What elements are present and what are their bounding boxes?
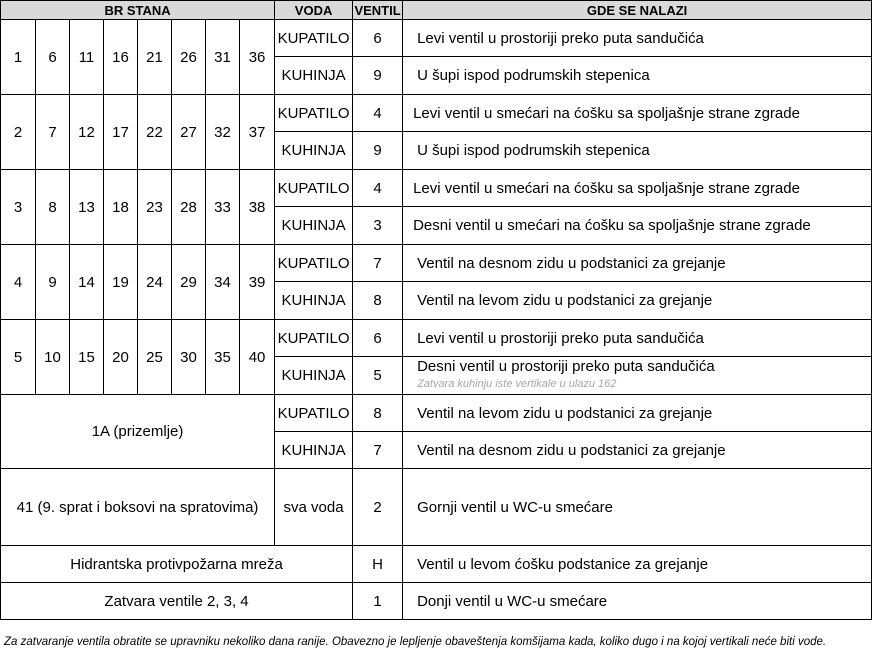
zatvara-label: Zatvara ventile 2, 3, 4: [1, 583, 353, 620]
apartment-label: 41 (9. sprat i boksovi na spratovima): [1, 469, 275, 546]
valve-number: 9: [353, 132, 403, 170]
valve-location-text: U šupi ispod podrumskih stepenica: [417, 142, 650, 159]
apartment-number: 27: [172, 95, 206, 170]
water-type: KUPATILO: [275, 20, 353, 57]
valve-number: H: [353, 546, 403, 583]
apartment-number: 29: [172, 245, 206, 320]
apartment-number: 39: [240, 245, 275, 320]
apartment-number: 33: [206, 170, 240, 245]
apartment-number: 28: [172, 170, 206, 245]
apartment-number: 36: [240, 20, 275, 95]
apartment-number: 38: [240, 170, 275, 245]
valve-location-text: Levi ventil u prostoriji preko puta sandučića: [417, 29, 704, 47]
apartment-number: 8: [36, 170, 70, 245]
apartment-number: 23: [138, 170, 172, 245]
valve-location-note: Zatvara kuhinju iste vertikale u ulazu 162: [417, 378, 617, 390]
apartment-label: 1A (prizemlje): [1, 395, 275, 469]
valve-location-text: Ventil u levom ćošku podstanice za grejanje: [417, 555, 709, 573]
valve-location-text: Ventil na levom zidu u podstanici za grejanje: [417, 404, 713, 422]
apartment-number: 40: [240, 320, 275, 395]
footer-note: Za zatvaranje ventila obratite se upravniku nekoliko dana ranije. Obavezno je lepljenje obaveštenja komšijama kada, koliko dugo i na kojoj vertikali neće biti vode.: [4, 636, 827, 648]
valve-number: 6: [353, 320, 403, 357]
header-ventil: VENTIL: [354, 2, 401, 18]
valve-location: [403, 583, 872, 620]
header-br-stana: BR STANA: [1, 1, 275, 20]
apartment-number: 13: [70, 170, 104, 245]
apartment-number: 2: [1, 95, 36, 170]
valve-location: [403, 170, 872, 207]
apartment-number: 18: [104, 170, 138, 245]
valve-location: [403, 95, 872, 132]
valve-location: [403, 207, 872, 245]
valve-location-text: Gornji ventil u WC-u smećare: [417, 498, 613, 516]
table-row: [1, 20, 872, 57]
valve-number: 2: [353, 469, 403, 546]
valve-location: [403, 245, 872, 282]
apartment-number: 9: [36, 245, 70, 320]
table-row: [1, 95, 872, 132]
water-type: KUHINJA: [275, 132, 353, 170]
apartment-number: 6: [36, 20, 70, 95]
apartment-number: 14: [70, 245, 104, 320]
water-type: KUHINJA: [275, 357, 353, 395]
valve-location-text: Ventil na levom zidu u podstanici za grejanje: [417, 292, 713, 309]
apartment-number: 12: [70, 95, 104, 170]
valve-number: 7: [353, 245, 403, 282]
water-type: KUPATILO: [275, 95, 353, 132]
apartment-number: 19: [104, 245, 138, 320]
apartment-number: 1: [1, 20, 36, 95]
valve-location-text: Levi ventil u prostoriji preko puta sandučića: [417, 329, 704, 347]
water-type: KUHINJA: [275, 282, 353, 320]
water-type: KUPATILO: [275, 395, 353, 432]
table-row: [1, 170, 872, 207]
apartment-number: 15: [70, 320, 104, 395]
apartment-number: 10: [36, 320, 70, 395]
water-type: KUPATILO: [275, 245, 353, 282]
valve-location: [403, 320, 872, 357]
water-type: KUPATILO: [275, 320, 353, 357]
water-type: KUPATILO: [275, 170, 353, 207]
water-type: KUHINJA: [275, 432, 353, 469]
valve-location: [403, 282, 872, 320]
apartment-number: 37: [240, 95, 275, 170]
valve-number: 5: [353, 357, 403, 395]
valve-number: 4: [353, 95, 403, 132]
valve-location-text: Ventil na desnom zidu u podstanici za grejanje: [417, 441, 726, 459]
header-gde: GDE SE NALAZI: [403, 1, 872, 20]
table-row: [1, 583, 872, 620]
valve-number: 7: [353, 432, 403, 469]
apartment-number: 35: [206, 320, 240, 395]
valve-location-text: Levi ventil u smećari na ćošku sa spoljašnje strane zgrade: [413, 179, 800, 197]
valve-number: 8: [353, 395, 403, 432]
valve-location-text: Desni ventil u smećari na ćošku sa spoljašnje strane zgrade: [413, 217, 811, 234]
apartment-number: 4: [1, 245, 36, 320]
apartment-number: 32: [206, 95, 240, 170]
table-row: [1, 320, 872, 357]
water-type: KUHINJA: [275, 57, 353, 95]
valve-location: [403, 546, 872, 583]
apartment-number: 26: [172, 20, 206, 95]
valve-number: 6: [353, 20, 403, 57]
valve-number: 8: [353, 282, 403, 320]
water-type: sva voda: [275, 469, 353, 546]
table-row: [1, 469, 872, 546]
apartment-number: 7: [36, 95, 70, 170]
valve-location-text: Donji ventil u WC-u smećare: [417, 592, 608, 610]
apartment-number: 16: [104, 20, 138, 95]
valve-number: 4: [353, 170, 403, 207]
valve-number: 1: [353, 583, 403, 620]
valve-location: [403, 132, 872, 170]
valve-location: [403, 432, 872, 469]
apartment-number: 20: [104, 320, 138, 395]
table-row: [1, 395, 872, 432]
valve-location-text: Levi ventil u smećari na ćošku sa spoljašnje strane zgrade: [413, 104, 800, 122]
valve-location: [403, 357, 872, 395]
valve-location: [403, 57, 872, 95]
apartment-number: 11: [70, 20, 104, 95]
apartment-number: 24: [138, 245, 172, 320]
table-row: [1, 546, 872, 583]
valve-location-text: Desni ventil u prostoriji preko puta sandučića: [417, 358, 715, 375]
table-row: [1, 245, 872, 282]
valve-number: 9: [353, 57, 403, 95]
hidrant-label: Hidrantska protivpožarna mreža: [1, 546, 353, 583]
apartment-number: 5: [1, 320, 36, 395]
valve-location: [403, 395, 872, 432]
apartment-number: 21: [138, 20, 172, 95]
apartment-number: 34: [206, 245, 240, 320]
apartment-number: 30: [172, 320, 206, 395]
apartment-number: 22: [138, 95, 172, 170]
apartment-number: 3: [1, 170, 36, 245]
apartment-number: 31: [206, 20, 240, 95]
valve-number: 3: [353, 207, 403, 245]
header-voda: VODA: [275, 1, 353, 20]
header-row: [1, 1, 872, 20]
valve-location: [403, 469, 872, 546]
apartment-number: 17: [104, 95, 138, 170]
water-type: KUHINJA: [275, 207, 353, 245]
apartment-number: 25: [138, 320, 172, 395]
valve-location-text: Ventil na desnom zidu u podstanici za grejanje: [417, 254, 726, 272]
valve-location: [403, 20, 872, 57]
valve-location-text: U šupi ispod podrumskih stepenica: [417, 67, 650, 84]
